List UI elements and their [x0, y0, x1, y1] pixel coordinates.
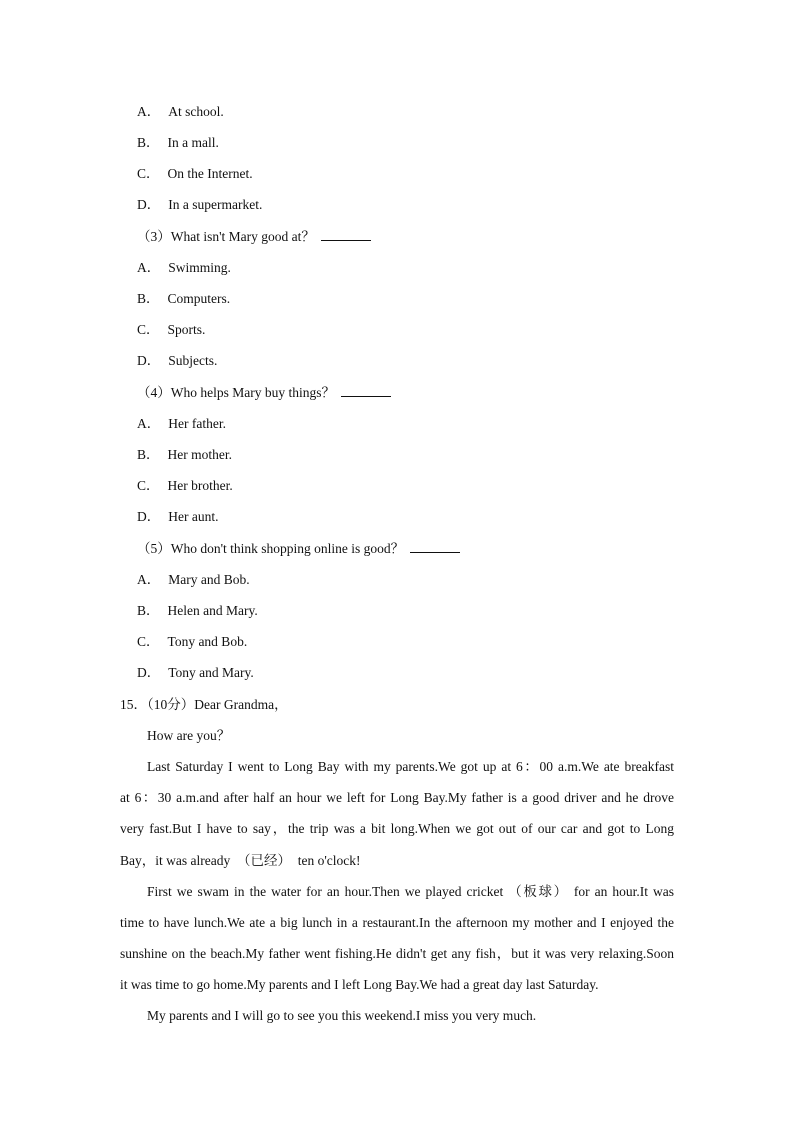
option-letter: D．	[137, 665, 161, 680]
letter-greeting: How are you？	[147, 728, 231, 743]
answer-blank[interactable]	[341, 384, 391, 397]
option-letter: C．	[137, 634, 160, 649]
option-text: Tony and Bob.	[167, 634, 248, 649]
option-text: Computers.	[167, 291, 231, 306]
q15-heading: 15．（10分）Dear Grandma，	[120, 697, 288, 712]
q3-option-a[interactable]	[137, 259, 231, 277]
q5-option-b[interactable]	[137, 602, 258, 620]
passage-line: it was time to go home.My parents and I left Long Bay.We had a great day last Saturday.	[120, 977, 599, 992]
q5-option-a[interactable]	[137, 571, 250, 589]
passage-line: time to have lunch.We ate a big lunch in a restaurant.In the afternoon my mother and I enjoyed the	[120, 915, 674, 930]
q2-option-d[interactable]	[137, 196, 262, 214]
passage-line: very fast.But I have to say，the trip was a bit long.When we got out of our car and got to Long	[120, 821, 674, 836]
option-letter: B．	[137, 603, 160, 618]
option-text: Helen and Mary.	[167, 603, 258, 618]
option-letter: D．	[137, 509, 161, 524]
option-text: Subjects.	[168, 353, 218, 368]
option-letter: A．	[137, 572, 161, 587]
q2-option-c[interactable]	[137, 165, 253, 183]
q5-option-d[interactable]	[137, 664, 254, 682]
option-letter: D．	[137, 197, 161, 212]
option-letter: B．	[137, 291, 160, 306]
q4-option-d[interactable]	[137, 508, 218, 526]
passage-line: My parents and I will go to see you this weekend.I miss you very much.	[147, 1008, 537, 1023]
q5-stem: （5）Who don't think shopping online is good？	[137, 540, 460, 558]
option-text: On the Internet.	[167, 166, 253, 181]
passage-line: Bay，it was already （已经） ten o'clock!	[120, 853, 361, 868]
option-text: At school.	[168, 104, 224, 119]
option-text: In a supermarket.	[168, 197, 263, 212]
q3-option-b[interactable]	[137, 290, 230, 308]
option-text: Mary and Bob.	[168, 572, 250, 587]
passage-line: Last Saturday I went to Long Bay with my parents.We got up at 6：00 a.m.We ate breakfast	[147, 759, 674, 774]
q4-option-c[interactable]	[137, 477, 233, 495]
q4-stem: （4）Who helps Mary buy things？	[137, 384, 391, 402]
option-letter: D．	[137, 353, 161, 368]
option-text: Her aunt.	[168, 509, 219, 524]
q5-option-c[interactable]	[137, 633, 247, 651]
answer-blank[interactable]	[321, 228, 371, 241]
option-text: Tony and Mary.	[168, 665, 254, 680]
option-letter: C．	[137, 322, 160, 337]
q4-option-b[interactable]	[137, 446, 232, 464]
option-letter: C．	[137, 478, 160, 493]
option-text: Sports.	[167, 322, 206, 337]
option-text: In a mall.	[167, 135, 219, 150]
passage-line: First we swam in the water for an hour.Then we played cricket （板球） for an hour.It was	[147, 884, 674, 899]
answer-blank[interactable]	[410, 540, 460, 553]
option-letter: B．	[137, 447, 160, 462]
option-letter: B．	[137, 135, 160, 150]
q3-stem: （3）What isn't Mary good at？	[137, 228, 371, 246]
q3-option-d[interactable]	[137, 352, 217, 370]
q2-option-a[interactable]	[137, 103, 224, 121]
option-text: Swimming.	[168, 260, 231, 275]
q3-option-c[interactable]	[137, 321, 205, 339]
passage-line: at 6：30 a.m.and after half an hour we left for Long Bay.My father is a good driver and he drove	[120, 790, 674, 805]
option-letter: A．	[137, 416, 161, 431]
option-letter: A．	[137, 260, 161, 275]
q2-option-b[interactable]	[137, 134, 219, 152]
option-text: Her brother.	[167, 478, 233, 493]
option-text: Her father.	[168, 416, 226, 431]
passage-line: sunshine on the beach.My father went fishing.He didn't get any fish，but it was very relaxing.Soon	[120, 946, 674, 961]
option-letter: C．	[137, 166, 160, 181]
option-letter: A．	[137, 104, 161, 119]
q4-option-a[interactable]	[137, 415, 226, 433]
option-text: Her mother.	[167, 447, 232, 462]
